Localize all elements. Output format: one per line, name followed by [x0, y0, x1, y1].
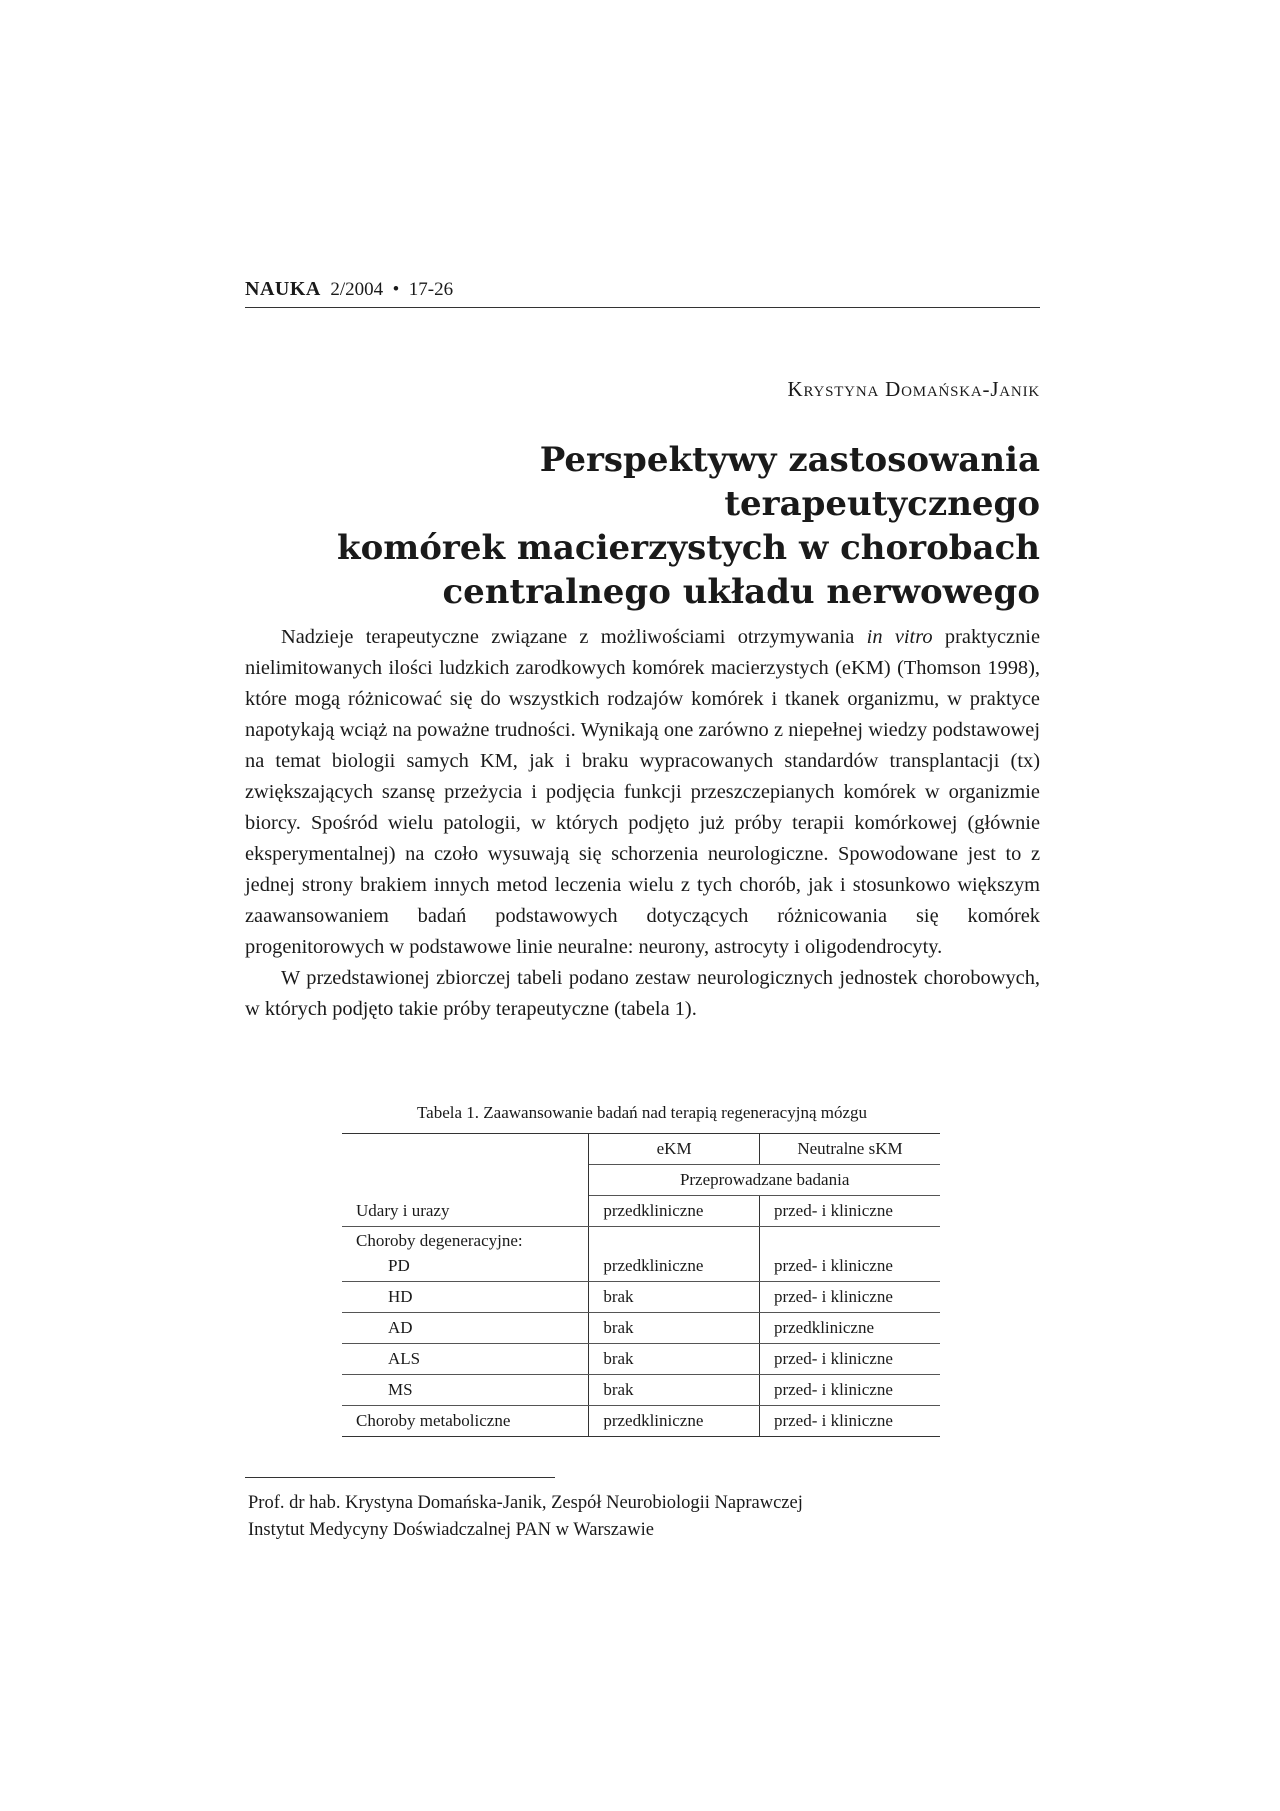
footnote-rule	[245, 1477, 555, 1478]
row-skm: przed- i kliniczne	[759, 1344, 940, 1375]
article-body	[245, 622, 1040, 1025]
row-label: Udary i urazy	[342, 1196, 589, 1227]
row-label: AD	[342, 1313, 589, 1344]
row-label: ALS	[342, 1344, 589, 1375]
author-affiliation	[248, 1490, 1043, 1544]
title-line-2: komórek macierzystych w chorobach	[337, 528, 1040, 568]
table-row	[342, 1375, 940, 1406]
table-row	[342, 1196, 940, 1227]
header-bullet: •	[392, 279, 400, 300]
journal-name: NAUKA	[245, 278, 321, 300]
paragraph-1-italic: in vitro	[866, 626, 933, 648]
row-ekm: brak	[589, 1313, 760, 1344]
row-skm: przed- i kliniczne	[759, 1375, 940, 1406]
table-row	[342, 1282, 940, 1313]
subheader-empty-cell	[342, 1165, 589, 1196]
table-row	[342, 1313, 940, 1344]
article-title	[245, 438, 1040, 614]
row-label: Choroby metaboliczne	[342, 1406, 589, 1437]
row-ekm: brak	[589, 1282, 760, 1313]
title-line-1: Perspektywy zastosowania terapeutycznego	[539, 440, 1040, 524]
paragraph-1-rest: praktycznie nielimitowanych ilości ludzkich zarodkowych komórek macierzystych (eKM) (Thomson 1998), które mogą różnicować się do wszystkich rodzajów komórek i tkanek organizmu, w praktyce napotykają wciąż na poważne trudności. Wynikają one zarówno z niepełnej wiedzy podstawowej na temat biologii samych KM, jak i braku wypracowanych standardów transplantacji (tx) zwiększających szansę przeżycia i podjęcia funkcji przeszczepianych komórek w organizmie biorcy. Spośród wielu patologii, w których podjęto już próby terapii komórkowej (głównie eksperymentalnej) na czoło wysuwają się schorzenia neurologiczne. Spowodowane jest to z jednej strony brakiem innych metod leczenia wielu z tych chorób, jak i stosunkowo większym zaawansowaniem badań podstawowych dotyczących różnicowania się komórek progenitorowych w podstawowe linie neuralne: neurony, astrocyty i oligodendrocyty.	[245, 626, 1041, 958]
table-group-row	[342, 1227, 940, 1252]
subheader-label: Przeprowadzane badania	[589, 1165, 940, 1196]
row-skm: przed- i kliniczne	[759, 1406, 940, 1437]
row-label: Choroby degeneracyjne:	[342, 1227, 589, 1252]
row-skm-empty	[759, 1227, 940, 1252]
row-ekm: przedkliniczne	[589, 1251, 760, 1282]
affiliation-line-2: Instytut Medycyny Doświadczalnej PAN w Warszawie	[248, 1520, 654, 1540]
row-ekm: przedkliniczne	[589, 1196, 760, 1227]
row-label: PD	[342, 1251, 589, 1282]
affiliation-line-1: Prof. dr hab. Krystyna Domańska-Janik, Zespół Neurobiologii Naprawczej	[248, 1493, 803, 1513]
page-range: 17-26	[408, 279, 454, 300]
title-line-3: centralnego układu nerwowego	[442, 572, 1040, 612]
header-skm: Neutralne sKM	[759, 1134, 940, 1165]
table-caption: Tabela 1. Zaawansowanie badań nad terapią regeneracyjną mózgu	[416, 1103, 868, 1122]
paragraph-2: W przedstawionej zbiorczej tabeli podano zestaw neurologicznych jednostek chorobowych, w których podjęto takie próby terapeutyczne (tabela 1).	[245, 967, 1040, 1020]
table-row	[342, 1251, 940, 1282]
table-subheader-row	[342, 1165, 940, 1196]
row-skm: przed- i kliniczne	[759, 1196, 940, 1227]
journal-issue: 2/2004	[330, 279, 384, 300]
running-header	[245, 276, 1040, 303]
row-skm: przed- i kliniczne	[759, 1282, 940, 1313]
row-ekm: przedkliniczne	[589, 1406, 760, 1437]
row-ekm: brak	[589, 1344, 760, 1375]
author-name: Krystyna Domańska-Janik	[787, 377, 1040, 401]
row-ekm-empty	[589, 1227, 760, 1252]
row-ekm: brak	[589, 1375, 760, 1406]
row-skm: przedkliniczne	[759, 1313, 940, 1344]
paragraph-1-start: Nadzieje terapeutyczne związane z możliwościami otrzymywania	[281, 626, 867, 648]
row-label: MS	[342, 1375, 589, 1406]
header-empty-cell	[342, 1134, 589, 1165]
row-skm: przed- i kliniczne	[759, 1251, 940, 1282]
row-label: HD	[342, 1282, 589, 1313]
header-ekm: eKM	[589, 1134, 760, 1165]
header-rule	[245, 307, 1040, 308]
table-row	[342, 1344, 940, 1375]
paragraph-1	[245, 622, 1040, 963]
table-row	[342, 1406, 940, 1437]
table-header-row	[342, 1134, 940, 1165]
data-table	[342, 1133, 940, 1437]
